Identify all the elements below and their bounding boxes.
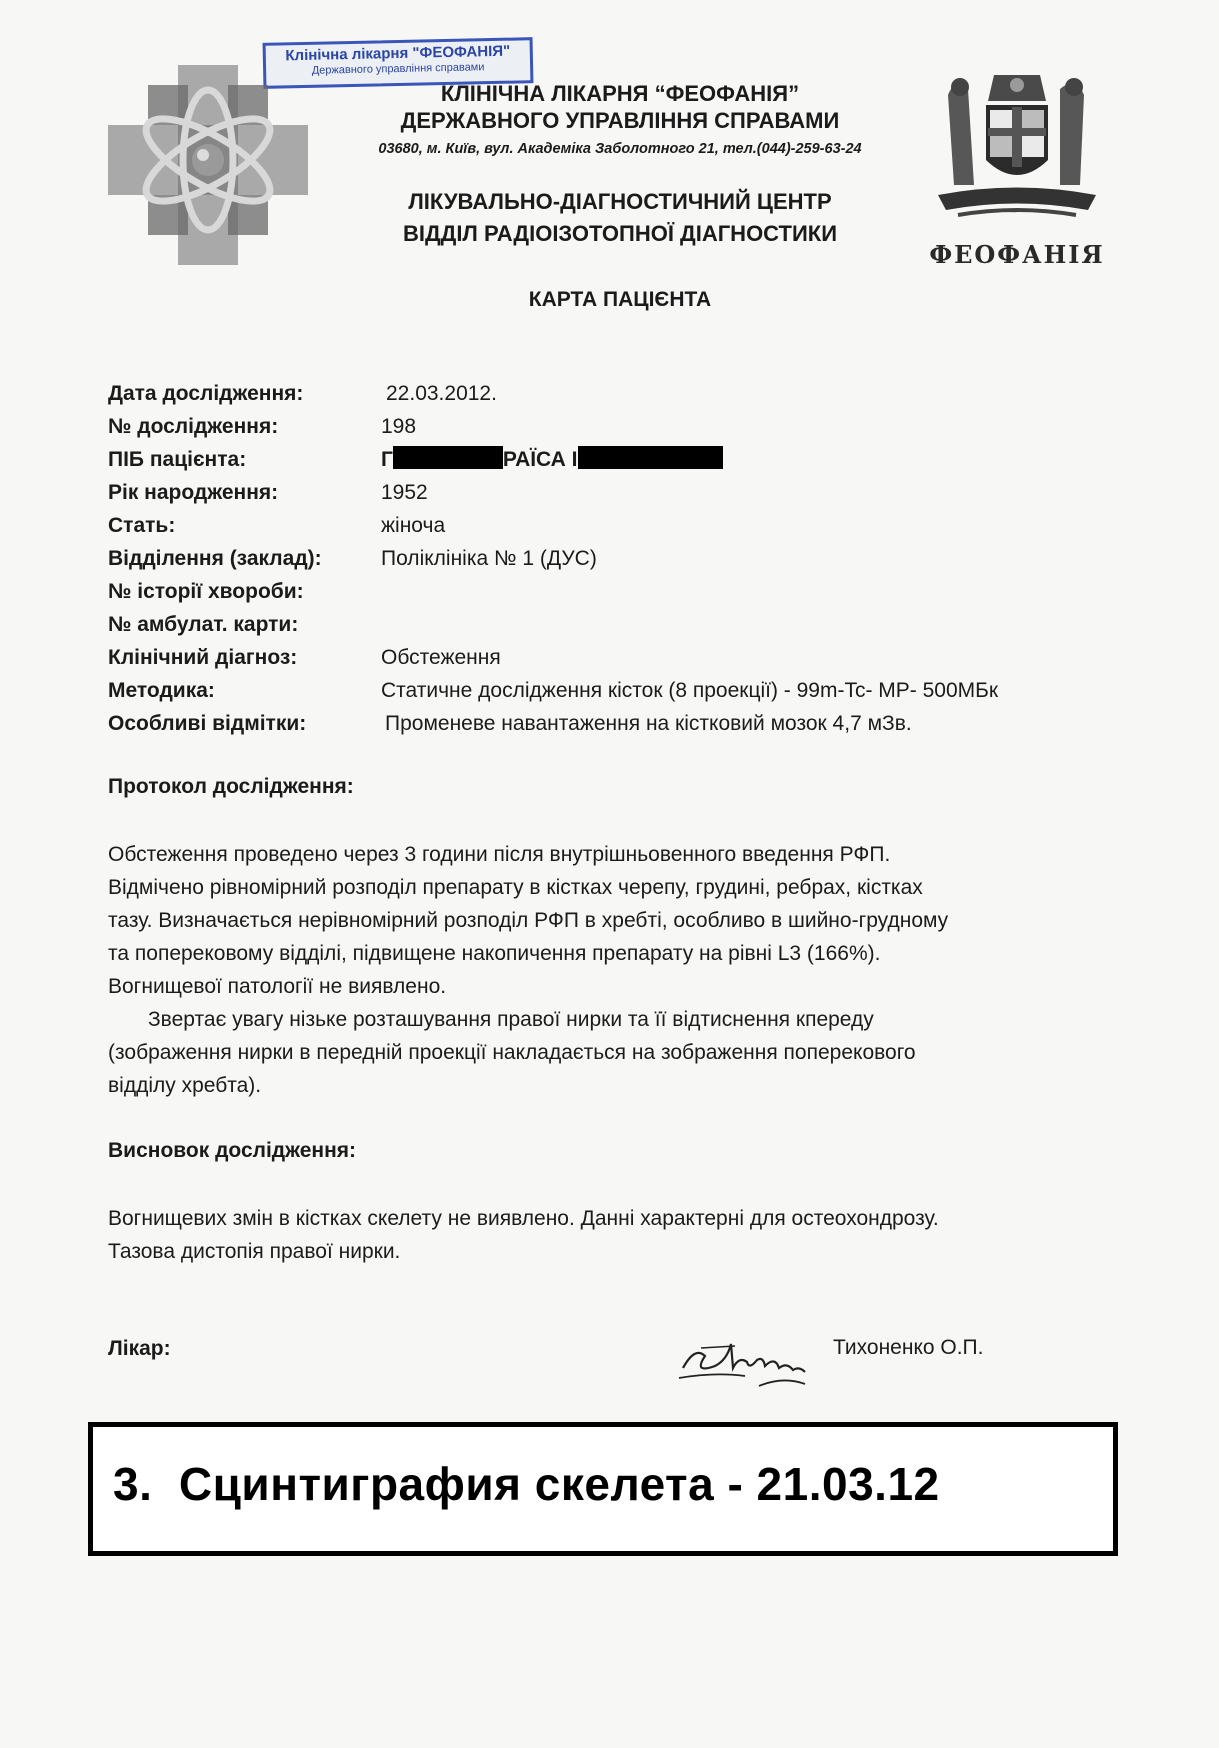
protocol-line: Обстеження проведено через 3 години після внутрішньовенного введення РФП. <box>108 843 891 866</box>
stamp-line-2: Державного управління справами <box>311 61 485 77</box>
protocol-line: Звертає увагу нізьке розташування правої нирки та її відтиснення кпереду <box>148 1008 874 1031</box>
field-row-patient-name <box>108 445 1148 478</box>
protocol-line: відділу хребта). <box>108 1074 262 1097</box>
field-label: Відділення (заклад): <box>108 547 322 570</box>
field-label: № амбулат. карти: <box>108 613 299 636</box>
name-prefix: Г <box>381 448 393 471</box>
field-label: Стать: <box>108 514 176 537</box>
field-value: Обстеження <box>381 646 501 669</box>
caption-text: 3. Сцинтиграфия скелета - 21.03.12 <box>113 1458 940 1510</box>
field-value: Променеве навантаження на кістковий мозок 4,7 мЗв. <box>385 712 912 735</box>
field-label: ПІБ пацієнта: <box>108 448 247 471</box>
field-value: Статичне дослідження кісток (8 проекції) - 99m-Tc- MP- 500МБк <box>381 679 999 702</box>
hospital-name: КЛІНІЧНА ЛІКАРНЯ “ФЕОФАНІЯ” <box>440 81 800 106</box>
protocol-line: та поперековому відділі, підвищене накопичення препарату на рівні L3 (166%). <box>108 942 881 965</box>
field-row-diagnosis <box>108 643 1148 676</box>
protocol-line: Відмічено рівномірний розподіл препарату в кістках черепу, грудині, ребрах, кістках <box>108 876 923 899</box>
conclusion-line: Тазова дистопія правої нирки. <box>108 1240 401 1263</box>
field-label: № історії хвороби: <box>108 580 304 603</box>
field-row-notes <box>108 709 1148 742</box>
stamp-line-1: Клінічна лікарня "ФЕОФАНІЯ" <box>285 42 511 65</box>
field-row-method <box>108 676 1148 709</box>
caption-box <box>88 1422 1118 1556</box>
administration-name: ДЕРЖАВНОГО УПРАВЛІННЯ СПРАВАМИ <box>400 108 840 133</box>
field-label: Клінічний діагноз: <box>108 646 298 669</box>
field-value: Поліклініка № 1 (ДУС) <box>381 547 597 570</box>
redaction-bar <box>578 446 723 469</box>
field-row-sex <box>108 511 1148 544</box>
protocol-line: Вогнищевої патології не виявлено. <box>108 975 447 998</box>
center-name: ЛІКУВАЛЬНО-ДІАГНОСТИЧНИЙ ЦЕНТР <box>408 189 832 214</box>
conclusion-title: Висновок дослідження: <box>108 1139 357 1162</box>
field-row-date <box>108 379 1148 412</box>
redaction-bar <box>393 446 503 469</box>
doctor-label: Лікар: <box>108 1337 171 1360</box>
field-label: Особливі відмітки: <box>108 712 307 735</box>
field-value-patient-name <box>381 445 723 475</box>
protocol-title: Протокол дослідження: <box>108 775 354 798</box>
field-value: 22.03.2012. <box>386 382 497 405</box>
field-label: Дата дослідження: <box>108 382 304 405</box>
feofania-coat-of-arms-icon <box>928 65 1106 225</box>
field-label: Рік народження: <box>108 481 279 504</box>
conclusion-text <box>108 1202 1118 1268</box>
field-row-history <box>108 577 1148 610</box>
field-row-department <box>108 544 1148 577</box>
field-row-birth-year <box>108 478 1148 511</box>
hospital-address: 03680, м. Київ, вул. Академіка Заболотного 21, тел.(044)-259-63-24 <box>378 141 862 157</box>
field-label: Методика: <box>108 679 215 702</box>
protocol-text <box>108 838 1118 1102</box>
department-name: ВІДДІЛ РАДІОІЗОТОПНОЇ ДІАГНОСТИКИ <box>402 221 838 246</box>
doctor-signature-icon <box>675 1326 825 1396</box>
protocol-line: тазу. Визначається нерівномірний розподіл РФП в хребті, особливо в шийно-грудному <box>108 909 949 932</box>
conclusion-line: Вогнищевих змін в кістках скелету не виявлено. Данні характерні для остеохондрозу. <box>108 1207 939 1230</box>
field-value: жіноча <box>381 514 446 537</box>
field-label: № дослідження: <box>108 415 279 438</box>
field-value: 198 <box>381 415 417 438</box>
doctor-name: Тихоненко О.П. <box>833 1336 984 1359</box>
name-middle: РАЇСА І <box>502 448 578 471</box>
logo-caption: ФЕОФАНІЯ <box>929 240 1105 269</box>
field-value: 1952 <box>381 481 428 504</box>
field-row-number <box>108 412 1148 445</box>
patient-fields <box>108 379 1148 742</box>
field-row-outpatient-card <box>108 610 1148 643</box>
card-title: КАРТА ПАЦІЄНТА <box>528 288 712 311</box>
protocol-line: (зображення нирки в передній проекції накладається на зображення поперекового <box>108 1041 916 1064</box>
hospital-cross-logo-icon <box>108 65 308 265</box>
